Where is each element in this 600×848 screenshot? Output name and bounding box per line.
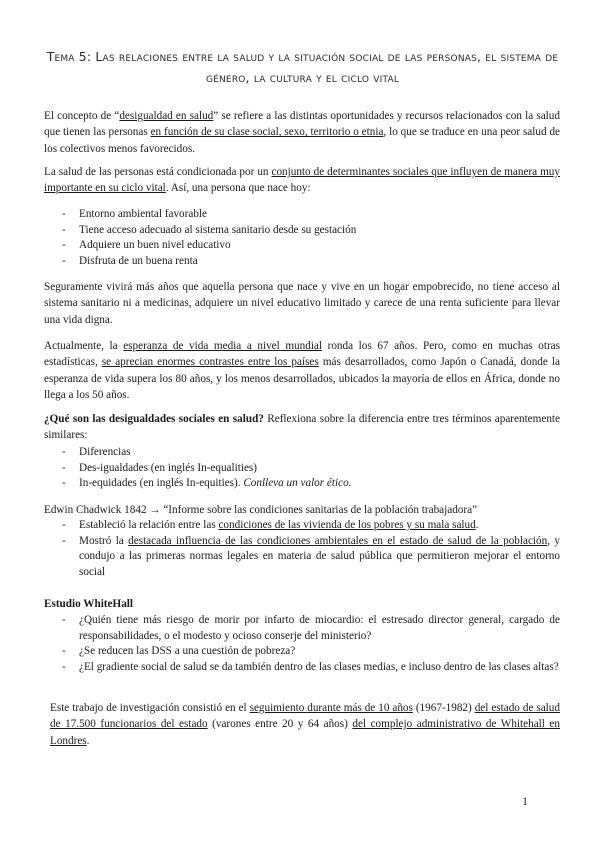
- underlined-text: se aprecian enormes contrastes entre los países: [101, 356, 319, 369]
- underlined-text: desigualdad en salud: [119, 110, 214, 122]
- text: , lo que se traduce en una peor salud de los colectivos menos favorecidos.: [44, 126, 561, 155]
- text: Reflexiona sobre la diferencia entre tres términos aparentemente similares:: [44, 413, 560, 442]
- text: El concepto de “: [44, 110, 120, 122]
- text: Seguramente vivirá más años que aquella persona que nace y vive en un hogar empobrecido, no tiene acceso al sistema sanitario ni a medicinas, adquiere un nivel educativo limitado y carece de una renta suficiente para llevar una vida digna.: [44, 281, 560, 326]
- paragraph-desigualdad: [44, 108, 560, 157]
- text: , y condujo a las primeras normas legales en materia de salud pública que permitieron mejorar el entorno social: [79, 534, 560, 578]
- text: Actualmente, la: [44, 340, 124, 352]
- italic-note: Conlleva un valor ético.: [243, 477, 352, 489]
- text: Estableció la relación entre las: [79, 519, 219, 531]
- paragraph-seguramente: [44, 279, 560, 328]
- whitehall-heading: [44, 596, 560, 612]
- text: más desarrollados, como Japón o Canadá, donde la esperanza de vida supera los 80 años, y los menos desarrollados, ubicados la mayoría de ellos en África, donde no llega a los 50 años.: [44, 356, 561, 401]
- text: ronda los 67 años. Pero, como en muchas otras estadísticas,: [44, 340, 560, 369]
- underlined-text: conjunto de determinantes sociales que influyen de manera muy importante en su ciclo vital: [44, 166, 560, 195]
- list-item: - Diferencias: [44, 445, 560, 461]
- paragraph-desigualdades-question: [44, 411, 560, 444]
- underlined-text: destacada influencia de las condiciones ambientales en el estado de salud de la población: [128, 534, 548, 547]
- text: In-equidades (en inglés In-equities).: [79, 477, 244, 489]
- underlined-text: esperanza de vida media a nivel mundial: [123, 340, 323, 352]
- list-chadwick: [44, 518, 560, 580]
- text: Mostró la: [79, 534, 129, 547]
- list-item: - ¿El gradiente social de salud se da también dentro de las clases medias, e incluso dentro de las clases altas?: [44, 660, 560, 676]
- list-item: [44, 476, 560, 492]
- text: Edwin Chadwick 1842 → “Informe sobre las condiciones sanitarias de la población trabajadora”: [44, 504, 478, 516]
- underlined-text: en función de su clase social, sexo, territorio o etnia: [150, 126, 384, 139]
- list-item: - Des-igualdades (en inglés In-equalities): [44, 461, 560, 477]
- bold-question: ¿Qué son las desigualdades sociales en salud?: [44, 413, 264, 425]
- text: (varones entre 20 y 64 años): [207, 718, 353, 731]
- list-whitehall: [44, 613, 560, 675]
- underlined-text: seguimiento durante más de 10 años: [249, 702, 413, 714]
- list-item: - Adquiere un buen nivel educativo: [44, 238, 560, 254]
- text: .: [475, 519, 479, 531]
- paragraph-whitehall-study: [50, 700, 560, 749]
- page-number: 1: [522, 794, 528, 808]
- text: La salud de las personas está condicionada por un: [44, 166, 272, 178]
- chadwick-line: [44, 502, 560, 518]
- list-item: - ¿Se reducen las DSS a una cuestión de pobreza?: [44, 644, 560, 660]
- underlined-text: del complejo administrativo de Whitehall en Londres: [50, 718, 560, 747]
- list-item: - Disfruta de un buena renta: [44, 254, 560, 270]
- text: .: [86, 734, 90, 747]
- list-item: [44, 518, 560, 534]
- list-factors: [44, 207, 560, 269]
- text: . Así, una persona que nace hoy:: [165, 182, 311, 195]
- paragraph-determinantes: [44, 164, 560, 197]
- text: (1967-1982): [412, 702, 475, 714]
- text: Este trabajo de investigación consistió en el: [50, 702, 250, 714]
- list-item: [44, 534, 560, 581]
- page-title: Tema 5: Las relaciones entre la salud y la situación social de las personas, el sistema de género, la cultura y el ciclo vital: [46, 49, 559, 85]
- list-terms: [44, 445, 560, 492]
- list-item: - Entorno ambiental favorable: [44, 207, 560, 223]
- section-heading: Estudio WhiteHall: [44, 598, 134, 610]
- list-item: - ¿Quién tiene más riesgo de morir por infarto de miocardio: el estresado director general, cargado de responsabilidades, o el modesto y ocioso conserje del ministerio?: [44, 613, 560, 644]
- text: ” se refiere a las distintas oportunidades y recursos relacionados con la salud que tienen las personas: [44, 110, 560, 139]
- paragraph-esperanza-vida: [44, 338, 560, 403]
- underlined-text: condiciones de las vivienda de los pobres y su mala salud: [218, 519, 476, 531]
- underlined-text: del estado de salud de 17.500 funcionarios del estado: [50, 702, 560, 731]
- list-item: - Tiene acceso adecuado al sistema sanitario desde su gestación: [44, 223, 560, 239]
